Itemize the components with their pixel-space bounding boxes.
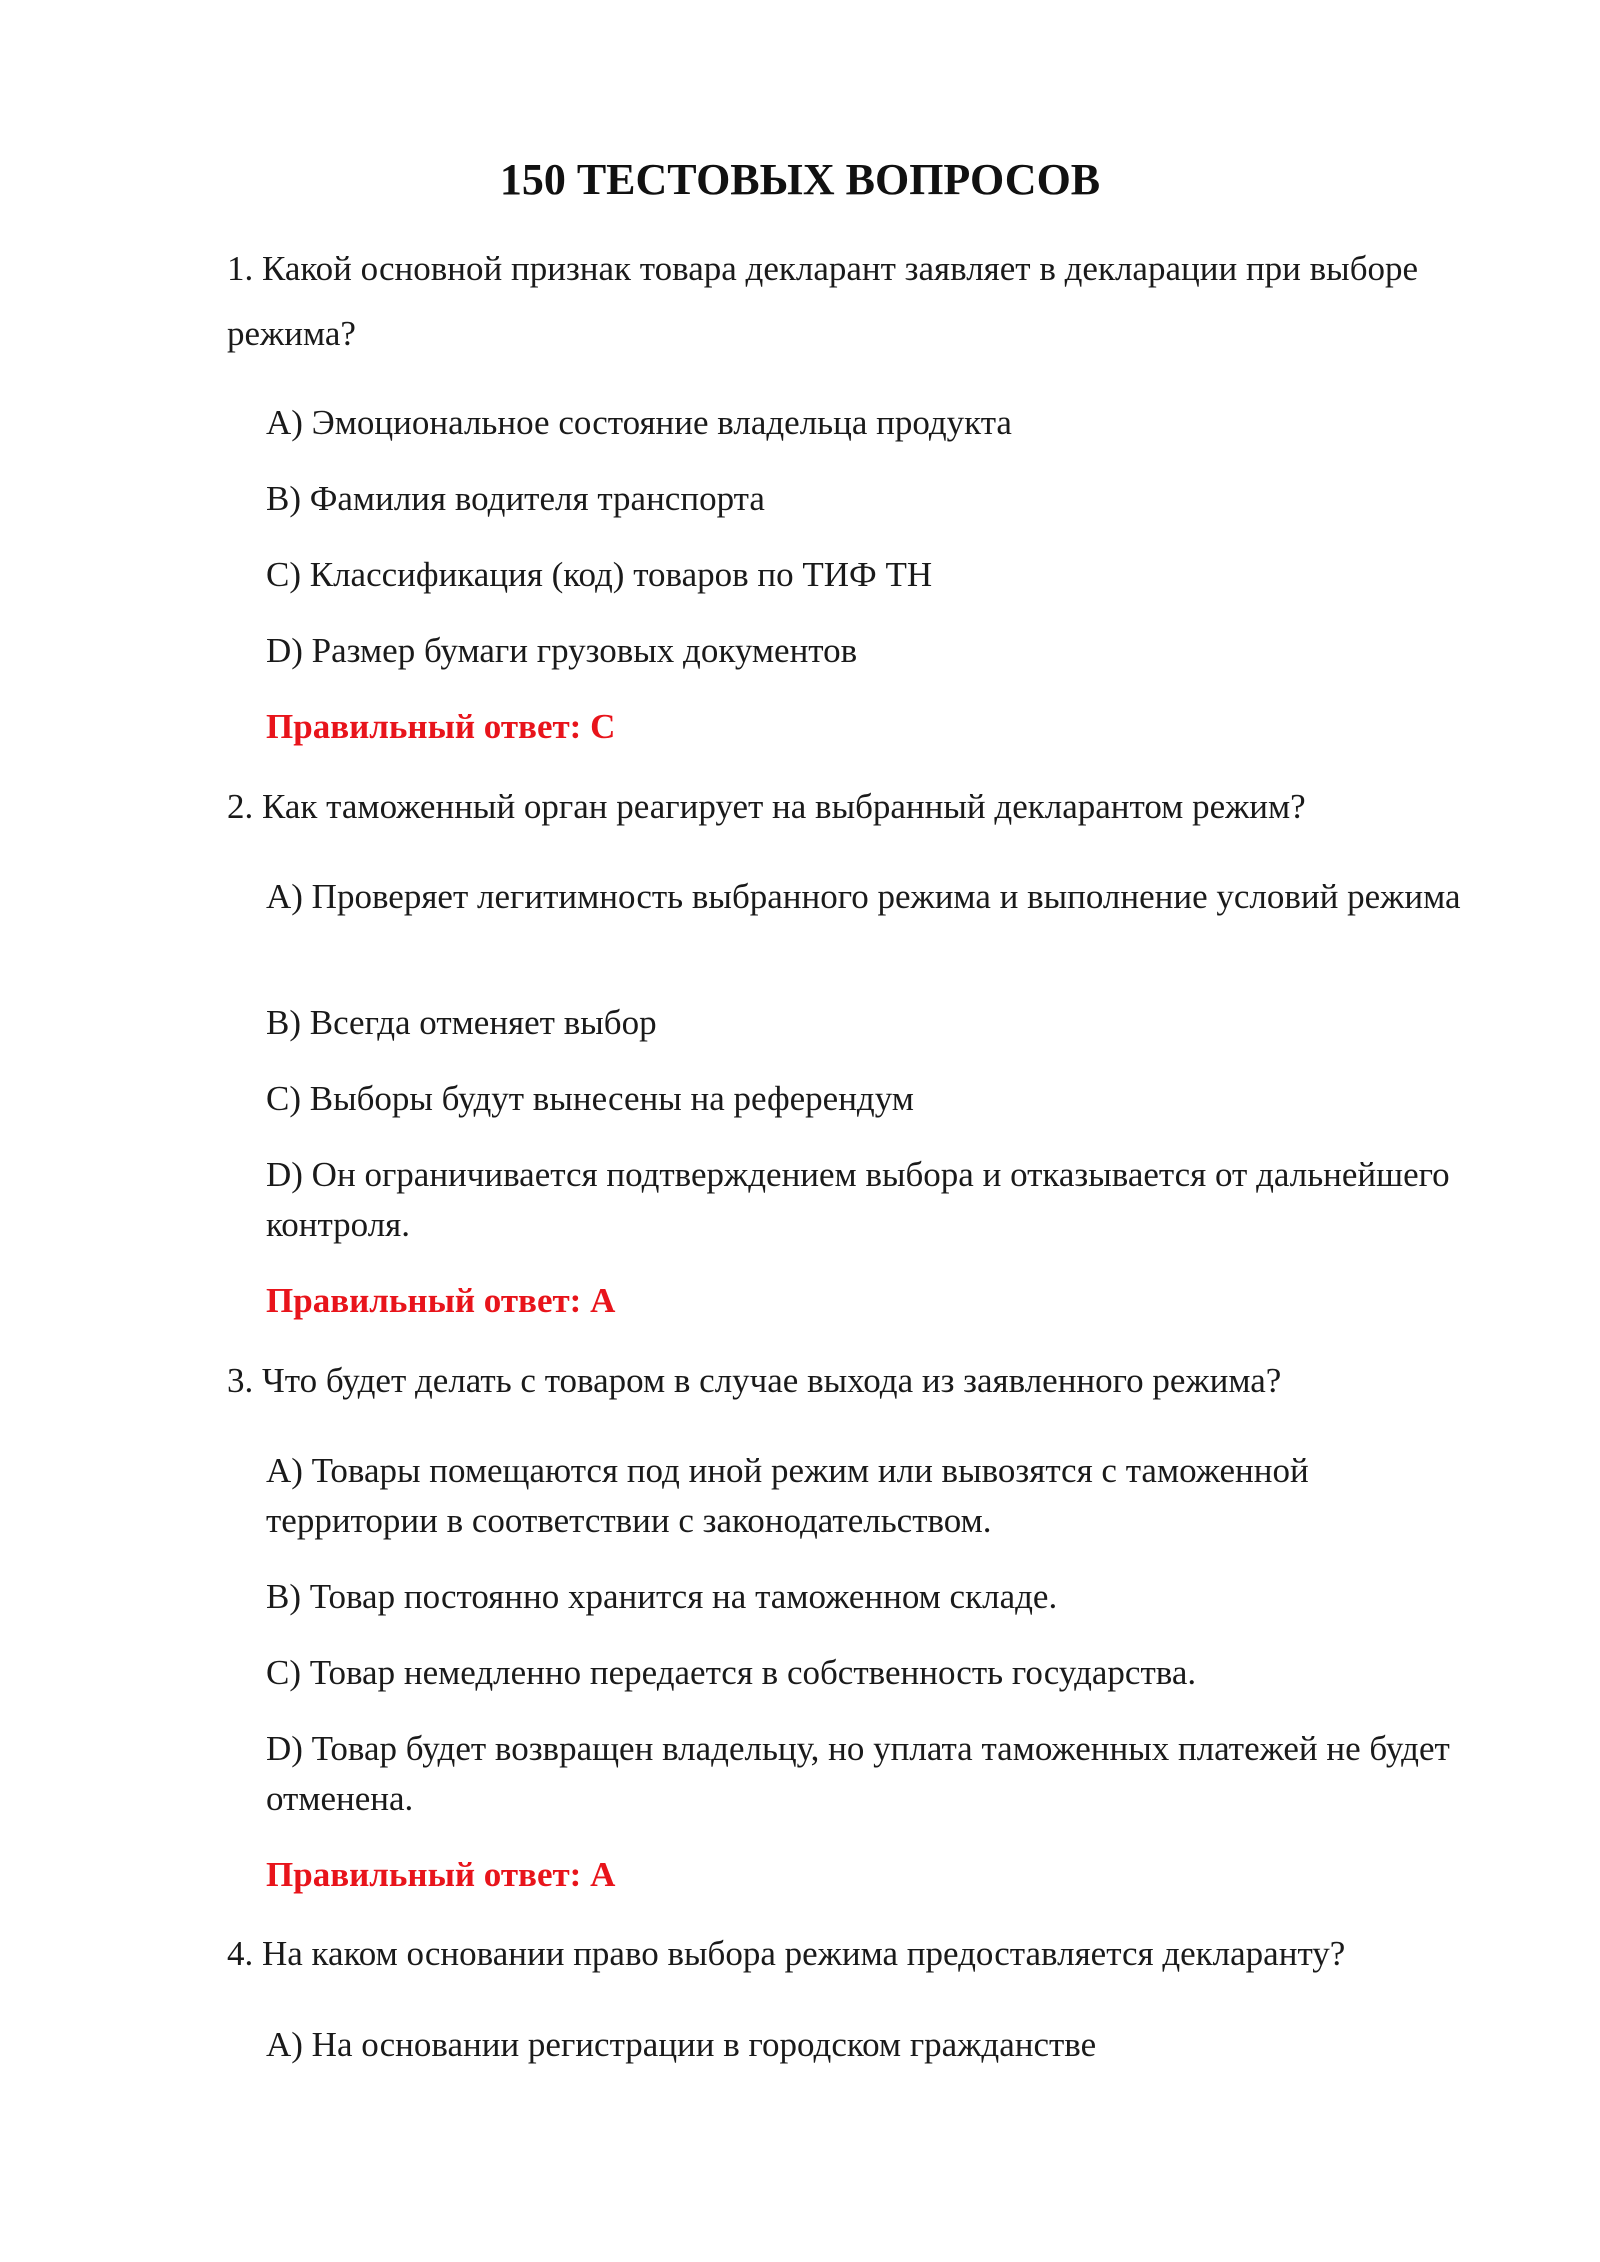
correct-answer: Правильный ответ: C <box>266 707 616 746</box>
page-title: 150 ТЕСТОВЫХ ВОПРОСОВ <box>499 155 1101 204</box>
question-text: 1. Какой основной признак товара декларант заявляет в декларации при выборе режима? <box>227 249 1419 353</box>
answer-option: A) На основании регистрации в городском гражданстве <box>266 2025 1097 2064</box>
answer-option: A) Товары помещаются под иной режим или вывозятся с таможенной территории в соответствии с законодательством. <box>266 1451 1309 1540</box>
answer-option: C) Классификация (код) товаров по ТИФ ТН <box>266 555 933 594</box>
correct-answer: Правильный ответ: A <box>266 1281 616 1320</box>
answer-option: B) Фамилия водителя транспорта <box>266 479 765 518</box>
answer-option: C) Товар немедленно передается в собственность государства. <box>266 1653 1197 1692</box>
answer-option: C) Выборы будут вынесены на референдум <box>266 1079 914 1118</box>
answer-option: B) Всегда отменяет выбор <box>266 1003 657 1042</box>
question-text: 3. Что будет делать с товаром в случае выхода из заявленного режима? <box>227 1361 1282 1400</box>
correct-answer: Правильный ответ: A <box>266 1855 616 1894</box>
question-text: 4. На каком основании право выбора режима предоставляется декларанту? <box>227 1934 1346 1973</box>
answer-option: D) Он ограничивается подтверждением выбора и отказывается от дальнейшего контроля. <box>266 1155 1450 1244</box>
answer-option: D) Товар будет возвращен владельцу, но уплата таможенных платежей не будет отменена. <box>266 1729 1450 1818</box>
answer-option: A) Эмоциональное состояние владельца продукта <box>266 403 1012 442</box>
answer-option: A) Проверяет легитимность выбранного режима и выполнение условий режима <box>266 877 1461 916</box>
answer-option: D) Размер бумаги грузовых документов <box>266 631 858 670</box>
answer-option: B) Товар постоянно хранится на таможенном складе. <box>266 1577 1058 1616</box>
question-text: 2. Как таможенный орган реагирует на выбранный декларантом режим? <box>227 787 1306 826</box>
